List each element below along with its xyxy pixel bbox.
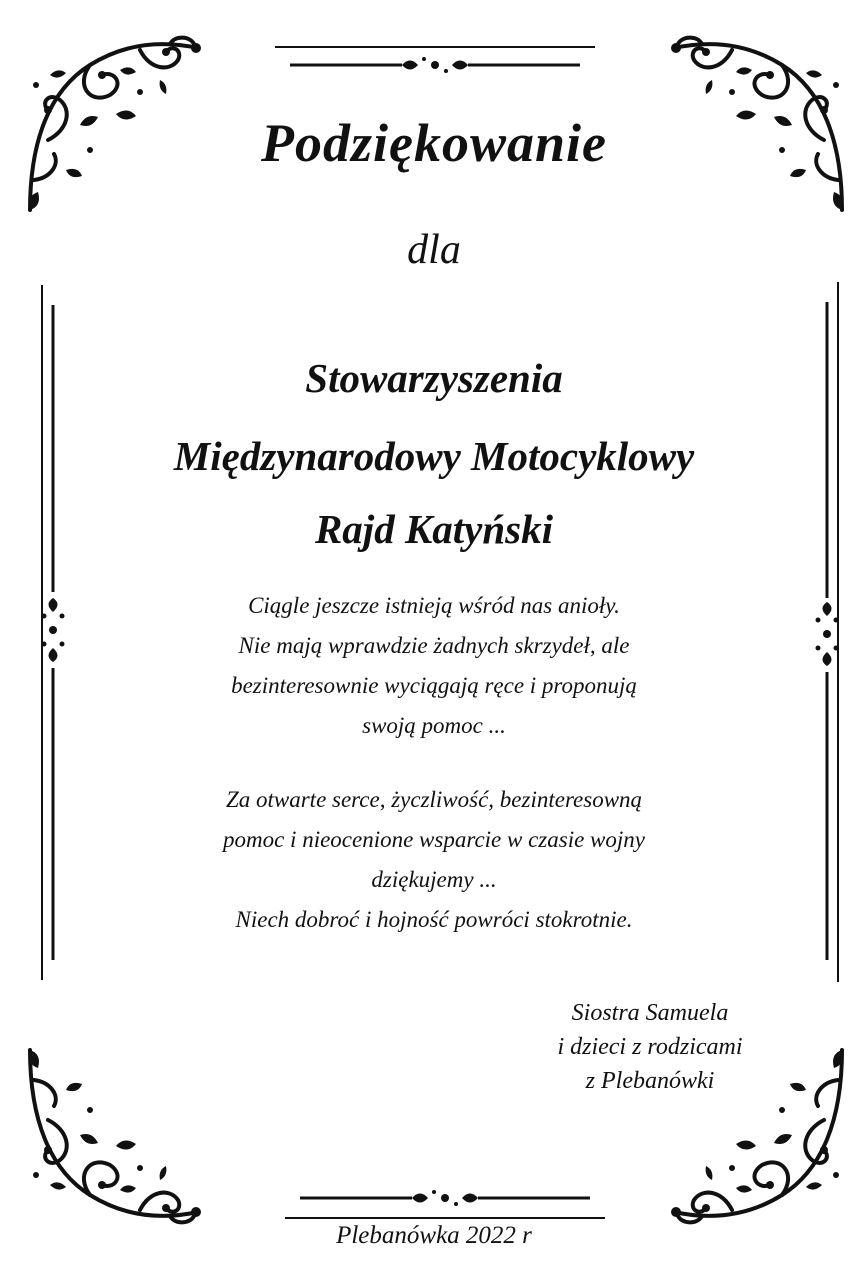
recipient-line-3: Rajd Katyński	[314, 506, 554, 552]
place-date: Plebanówka 2022 r	[336, 1222, 532, 1249]
paragraph-1-line: swoją pomoc ...	[362, 713, 506, 738]
bottom-divider-icon	[285, 1190, 605, 1218]
paragraph-1-line: Nie mają wprawdzie żadnych skrzydeł, ale	[238, 633, 630, 658]
bottom-left-floral-corner-icon	[20, 1040, 210, 1230]
signature-line: i dzieci z rodzicami	[557, 1034, 743, 1060]
paragraph-1-line: bezinteresownie wyciągają ręce i proponują	[231, 673, 637, 698]
recipient-line-1: Stowarzyszenia	[305, 355, 563, 401]
paragraph-thanks	[0, 780, 868, 940]
paragraph-2-line: dziękujemy ...	[371, 867, 497, 892]
recipient-line-2: Międzynarodowy Motocyklowy	[173, 433, 695, 479]
signature-block	[520, 996, 780, 1098]
paragraph-2-line: Za otwarte serce, życzliwość, bezinteresowną	[225, 787, 643, 812]
signature-line: z Plebanówki	[585, 1068, 715, 1094]
paragraph-2-line: Niech dobroć i hojność powróci stokrotnie.	[235, 907, 633, 932]
paragraph-angels	[0, 586, 868, 746]
for-word: dla	[407, 227, 461, 273]
signature-line: Siostra Samuela	[571, 1000, 729, 1026]
paragraph-1-line: Ciągle jeszcze istnieją wśród nas anioły.	[248, 593, 620, 618]
top-divider-icon	[275, 47, 595, 73]
certificate-title: Podziękowanie	[261, 113, 607, 173]
paragraph-2-line: pomoc i nieocenione wsparcie w czasie wojny	[222, 827, 645, 852]
